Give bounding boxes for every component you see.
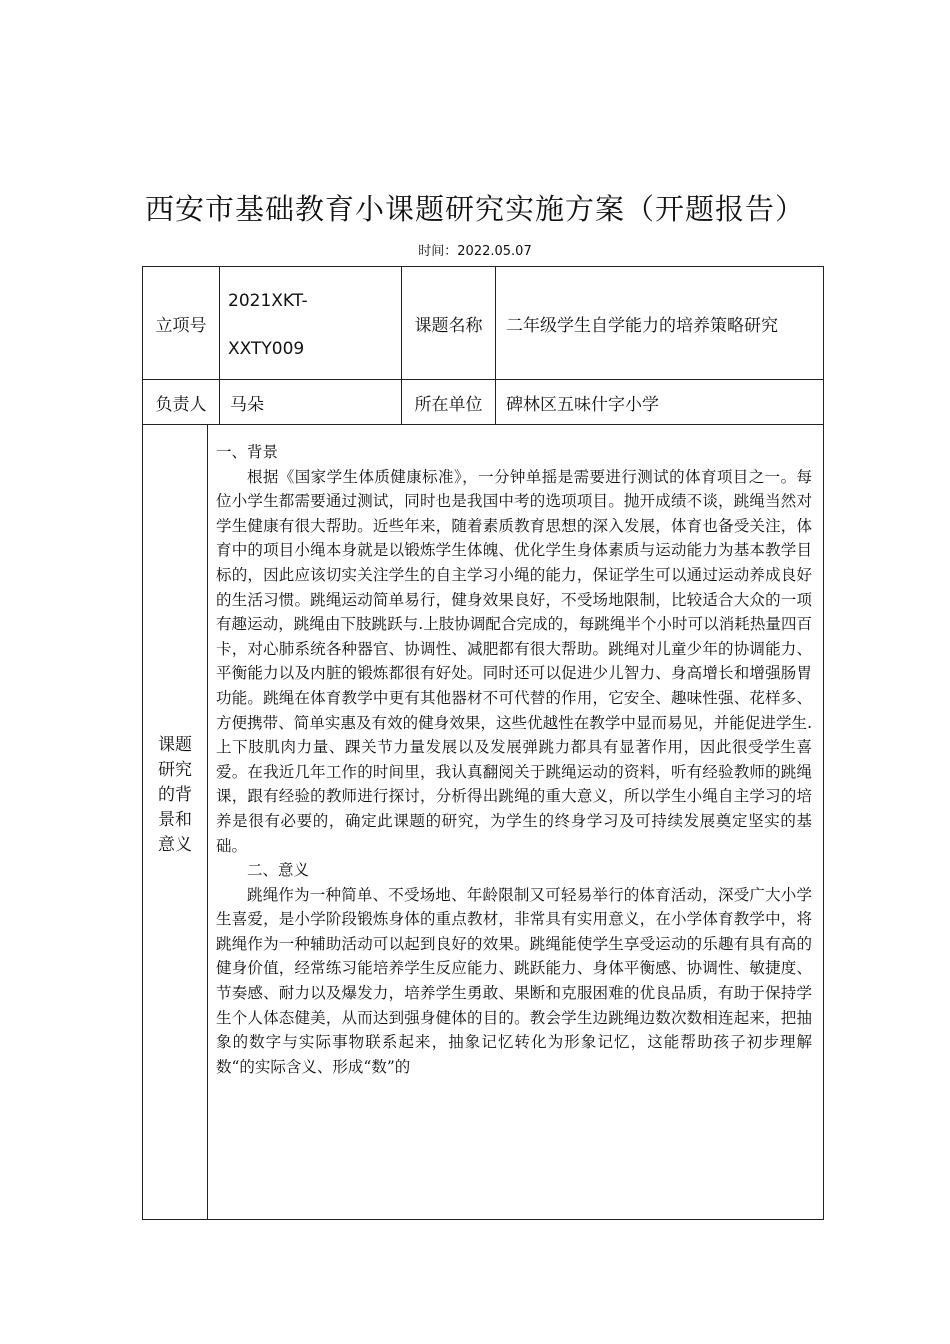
significance-paragraph: 跳绳作为一种简单、不受场地、年龄限制又可轻易举行的体育活动，深受广大小学生喜爱，是小学阶段锻炼身体的重点教材，非常具有实用意义，在小学体育教学中，将跳绳作为一种辅助活动可以起到良好的效果。跳绳能使学生享受运动的乐趣有具有高的健身价值，经常练习能培养学生反应能力、跳跃能力、身体平衡感、协调性、敏捷度、节奏感、耐力以及爆发力，培养学生勇敢、果断和克服困难的优良品质，有助于保持学生个人体态健美，从而达到强身健体的目的。教会学生边跳绳边数次数相连起来，把抽象的数字与实际事物联系起来，抽象记忆转化为形象记忆，这能帮助孩子初步理解数“的实际含义、形成“数”的 (216, 885, 812, 1076)
background-paragraph: 根据《国家学生体质健康标准》，一分钟单摇是需要进行测试的体育项目之一。每位小学生都需要通过测试，同时也是我国中考的选项项目。抛开成绩不谈，跳绳当然对学生健康有很大帮助。近些年来，随着素质教育思想的深入发展，体育也备受关注，体育中的项目小绳本身就是以锻炼学生体魄、优化学生身体素质与运动能力为基本教学目标的，因此应该切实关注学生的自主学习小绳的能力，保证学生可以通过运动养成良好的生活习惯。跳绳运动简单易行，健身效果良好，不受场地限制，比较适合大众的一项有趣运动，跳绳由下肢跳跃与.上肢协调配合完成的，每跳绳半个小时可以消耗热量四百卡，对心肺系统各种器官、协调性、减肥都有很大帮助。跳绳对儿童少年的协调能力、平衡能力以及内脏的锻炼都很有好处。同时还可以促进少儿智力、身高增长和增强肠胃功能。跳绳在体育教学中更有其他器材不可代替的作用，它安全、趣味性强、花样多、方便携带、简单实惠及有效的健身效果，这些优越性在教学中显而易见，并能促进学生.上下肢肌肉力量、踝关节力量发展以及发展弹跳力都具有显著作用，因此很受学生喜爱。在我近几年工作的时间里，我认真翻阅关于跳绳运动的资料，听有经验教师的跳绳课，跟有经验的教师进行探讨，分析得出跳绳的重大意义，所以学生小绳自主学习的培养是很有必要的，确定此课题的研究，为学生的终身学习及可持续发展奠定坚实的基础。 (216, 467, 812, 855)
unit-value: 碑林区五味什字小学 (495, 379, 824, 425)
heading-background: 一、背景 (216, 443, 279, 461)
section-side-label: 课题研究的背景和意义 (158, 735, 192, 855)
project-no-label: 立项号 (142, 266, 220, 380)
document-title: 西安市基础教育小课题研究实施方案（开题报告） (144, 192, 805, 226)
unit-label: 所在单位 (401, 379, 496, 425)
section-content (216, 440, 812, 1079)
topic-value: 二年级学生自学能力的培养策略研究 (495, 266, 824, 380)
leader-value: 马朵 (219, 379, 402, 425)
topic-label: 课题名称 (401, 266, 496, 380)
leader-label: 负责人 (142, 379, 220, 425)
report-date: 时间：2022.05.07 (418, 244, 532, 259)
heading-significance: 二、意义 (247, 861, 310, 880)
project-no-value: 2021XKT- XXTY009 (219, 266, 402, 380)
